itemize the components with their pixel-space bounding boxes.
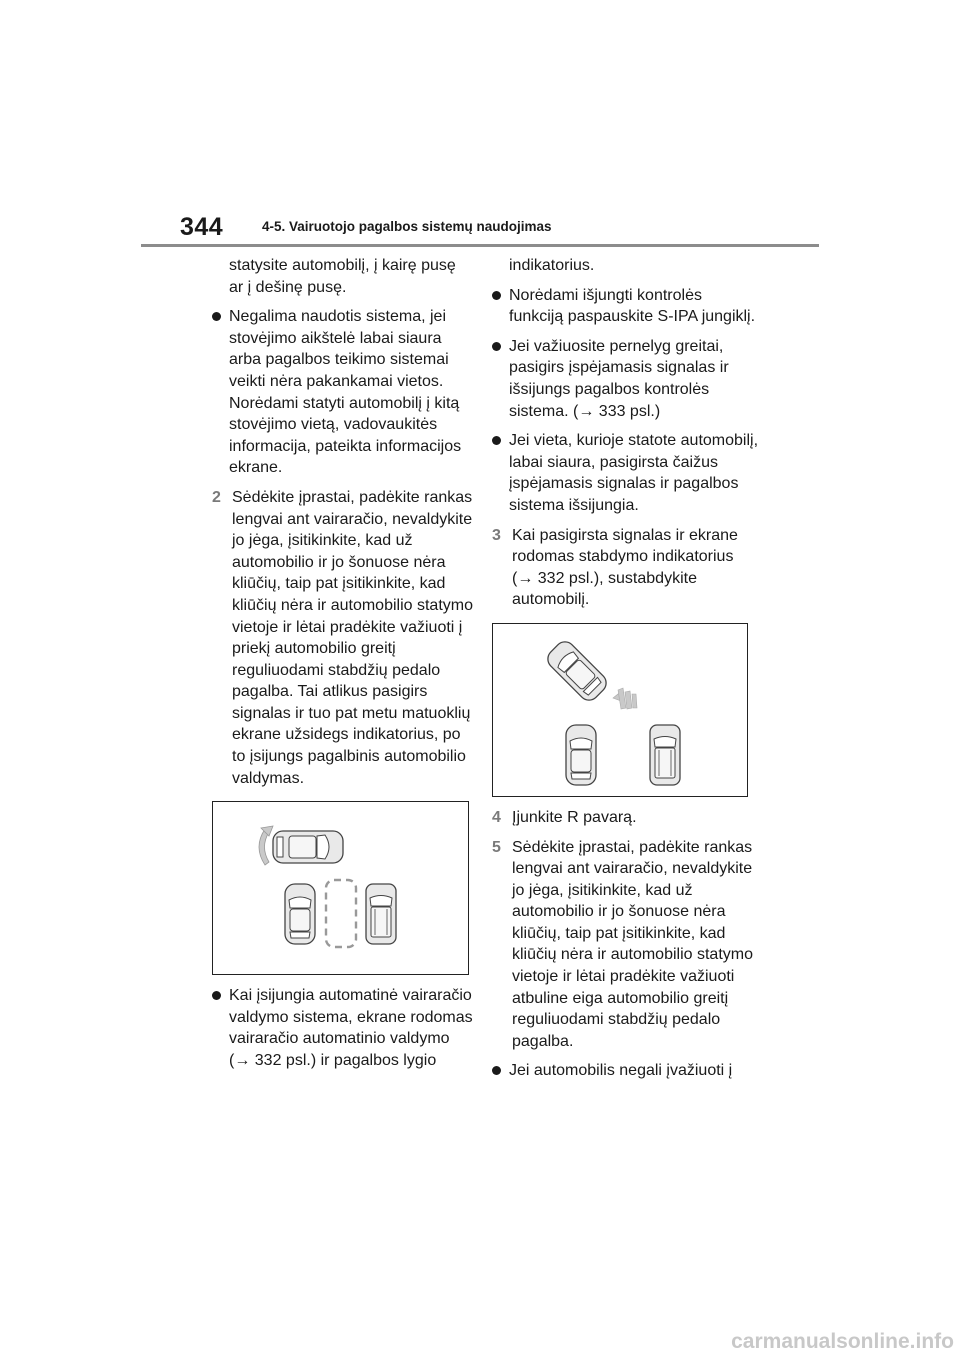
bullet-dot-icon — [492, 1066, 501, 1075]
step-item — [492, 837, 758, 1053]
bullet-item — [212, 306, 474, 479]
left-column — [212, 255, 474, 1080]
bullet-dot-icon — [212, 312, 221, 321]
right-column — [492, 255, 758, 1090]
step-text: Sėdėkite įprastai, padėkite rankas lengvai ant vairaračio, nevaldykite jo jėga, įsitikinkite, kad už automobilio ir jo šonuose nėra kliūčių, taip pat įsitikinkite, kad kliūčių nėra ir automobilio statymo vietoje ir lėtai pradėkite važiuoti atbuline eiga automobilio greitį reguliuodami stabdžių pedalo pagalba. — [512, 838, 753, 1050]
bullet-dot-icon — [492, 436, 501, 445]
bullet-item — [492, 1060, 758, 1082]
step-number: 5 — [492, 838, 501, 856]
bullet-text: Negalima naudotis sistema, jei stovėjimo aikštelė labai siaura arba pagalbos teikimo sistemai veikti nėra pakankamai vietos. Norėdami statyti automobilį į kitą stovėjimo vietą, vadovaukitės informacija, pateikta informacijos ekrane. — [229, 308, 462, 477]
bullet-text: Jei vieta, kurioje statote automobilį, labai siaura, pasigirsta čaižus įspėjamasis signalas ir pagalbos sistema išsijungia. — [509, 432, 759, 514]
bullet-item — [492, 336, 758, 422]
bullet-item — [212, 985, 474, 1071]
bullet-text: Kai įsijungia automatinė vairaračio valdymo sistema, ekrane rodomas vairaračio automatinio valdymo (→ 332 psl.) ir pagalbos lygio — [229, 987, 473, 1070]
step-item — [212, 487, 474, 789]
bullet-text: Jei automobilis negali įvažiuoti į — [509, 1062, 733, 1080]
header-divider — [141, 244, 819, 247]
bullet-item — [492, 430, 758, 516]
step-text: Įjunkite R pavarą. — [512, 808, 637, 826]
step-number: 2 — [212, 488, 221, 506]
step-text: Kai pasigirsta signalas ir ekrane rodomas stabdymo indikatorius (→ 332 psl.), sustabdykite automobilį. — [512, 526, 738, 609]
step-number: 3 — [492, 526, 501, 544]
section-title: 4-5. Vairuotojo pagalbos sistemų naudojimas — [262, 219, 552, 234]
watermark: carmanualsonline.info — [731, 1330, 954, 1353]
bullet-text: Norėdami išjungti kontrolės funkciją paspauskite S-IPA jungiklį. — [509, 286, 756, 326]
bullet-dot-icon — [492, 342, 501, 351]
continued-text: statysite automobilį, į kairę pusę ar į dešinę pusę. — [229, 257, 456, 296]
parking-forward-svg — [213, 802, 468, 974]
step-text: Sėdėkite įprastai, padėkite rankas lengvai ant vairaračio, nevaldykite jo jėga, įsitikinkite, kad už automobilio ir jo šonuose nėra kliūčių, taip pat įsitikinkite, kad kliūčių nėra ir automobilio statymo vietoje ir lėtai pradėkite važiuoti į priekį automobilio greitį reguliuodami stabdžių pedalo pagalba. Tai atlikus pasigirs signalas ir tuo pat metu matuoklių ekrane užsidegs indikatorius, po to įsijungs pagalbinis automobilio valdymas. — [232, 488, 473, 787]
page-number: 344 — [180, 213, 224, 241]
step-number: 4 — [492, 808, 501, 826]
continued-text: indikatorius. — [509, 257, 595, 274]
parking-illustration-stop — [492, 623, 748, 797]
parking-stop-svg — [493, 624, 747, 796]
bullet-dot-icon — [212, 991, 221, 1000]
step-item — [492, 807, 758, 829]
step-item — [492, 525, 758, 611]
bullet-text: Jei važiuosite pernelyg greitai, pasigirs įspėjamasis signalas ir išsijungs pagalbos kontrolės sistema. (→ 333 psl.) — [509, 337, 729, 420]
bullet-item — [492, 285, 758, 328]
parking-illustration-forward — [212, 801, 469, 975]
bullet-dot-icon — [492, 291, 501, 300]
